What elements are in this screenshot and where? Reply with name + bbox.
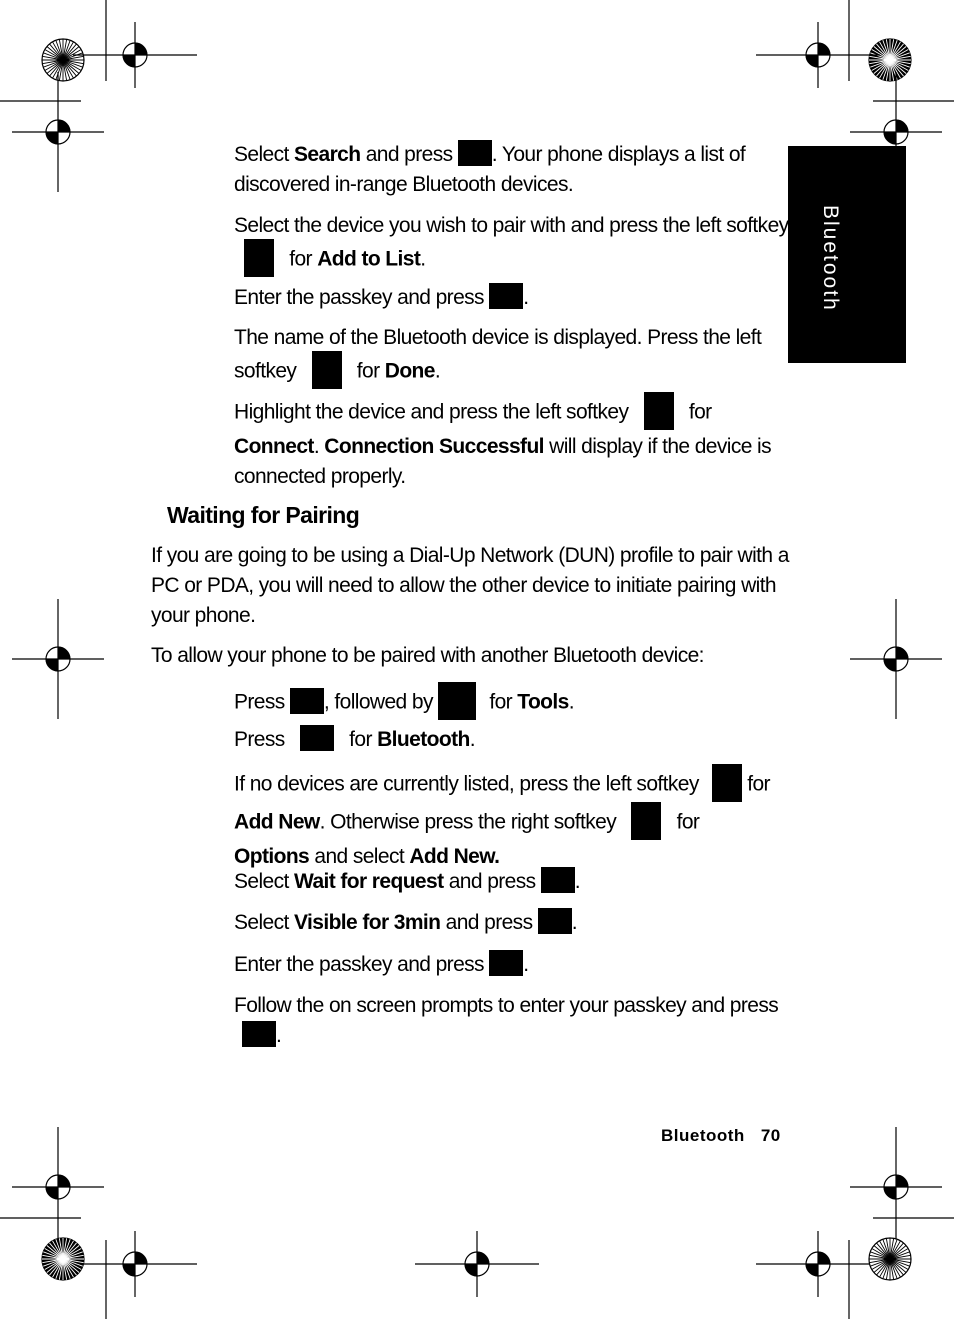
- left-softkey-icon: [312, 351, 342, 389]
- tools-key-icon: [438, 682, 476, 720]
- section-side-tab: [788, 146, 906, 363]
- ok-key-icon: [458, 140, 492, 166]
- ok-key-icon: [242, 1021, 276, 1047]
- intro-paragraph-2: To allow your phone to be paired with another Bluetooth device:: [151, 644, 704, 667]
- left-softkey-icon: [712, 764, 742, 802]
- right-softkey-icon: [631, 802, 661, 840]
- footer-section-name: Bluetooth: [661, 1126, 745, 1145]
- step-device-displayed: The name of the Bluetooth device is displayed. Press the left softkey for Done.: [234, 323, 794, 391]
- intro-paragraph: If you are going to be using a Dial-Up Network (DUN) profile to pair with a PC or PDA, you will need to allow the other device to initiate pairing with your phone.: [151, 544, 789, 627]
- page-number: 70: [760, 1126, 781, 1145]
- step-visible-3min: Select Visible for 3min and press .: [234, 908, 794, 938]
- step-enter-passkey-2: Enter the passkey and press .: [234, 950, 794, 980]
- menu-key-icon: [290, 688, 324, 714]
- section-heading: Waiting for Pairing: [167, 502, 360, 528]
- step-highlight-connect: Highlight the device and press the left softkey for Connect. Connection Successful will display if the device is connected properly.: [234, 394, 794, 492]
- page-footer: [661, 1126, 781, 1146]
- ok-key-icon: [489, 950, 523, 976]
- ok-key-icon: [489, 283, 523, 309]
- step-wait-for-request: Select Wait for request and press .: [234, 867, 794, 897]
- step-follow-prompts: Follow the on screen prompts to enter your passkey and press .: [234, 994, 779, 1047]
- step-enter-passkey: Enter the passkey and press .: [234, 283, 794, 313]
- step-add-new: If no devices are currently listed, press the left softkey for Add New. Otherwise press the right softkey for Options and select Add New.: [234, 766, 774, 872]
- step-select-device: Select the device you wish to pair with and press the left softkey for Add to List.: [234, 211, 794, 279]
- left-softkey-icon: [644, 392, 674, 430]
- ok-key-icon: [538, 908, 572, 934]
- bluetooth-key-icon: [300, 725, 334, 751]
- side-tab-label: Bluetooth: [819, 205, 842, 312]
- left-softkey-icon: [244, 239, 274, 277]
- step-select-search: Select Search and press . Your phone displays a list of discovered in-range Bluetooth devices.: [234, 140, 794, 200]
- step-press-tools: Press , followed by for Tools.: [234, 684, 794, 722]
- ok-key-icon: [541, 867, 575, 893]
- step-press-bluetooth: Press for Bluetooth.: [234, 725, 794, 755]
